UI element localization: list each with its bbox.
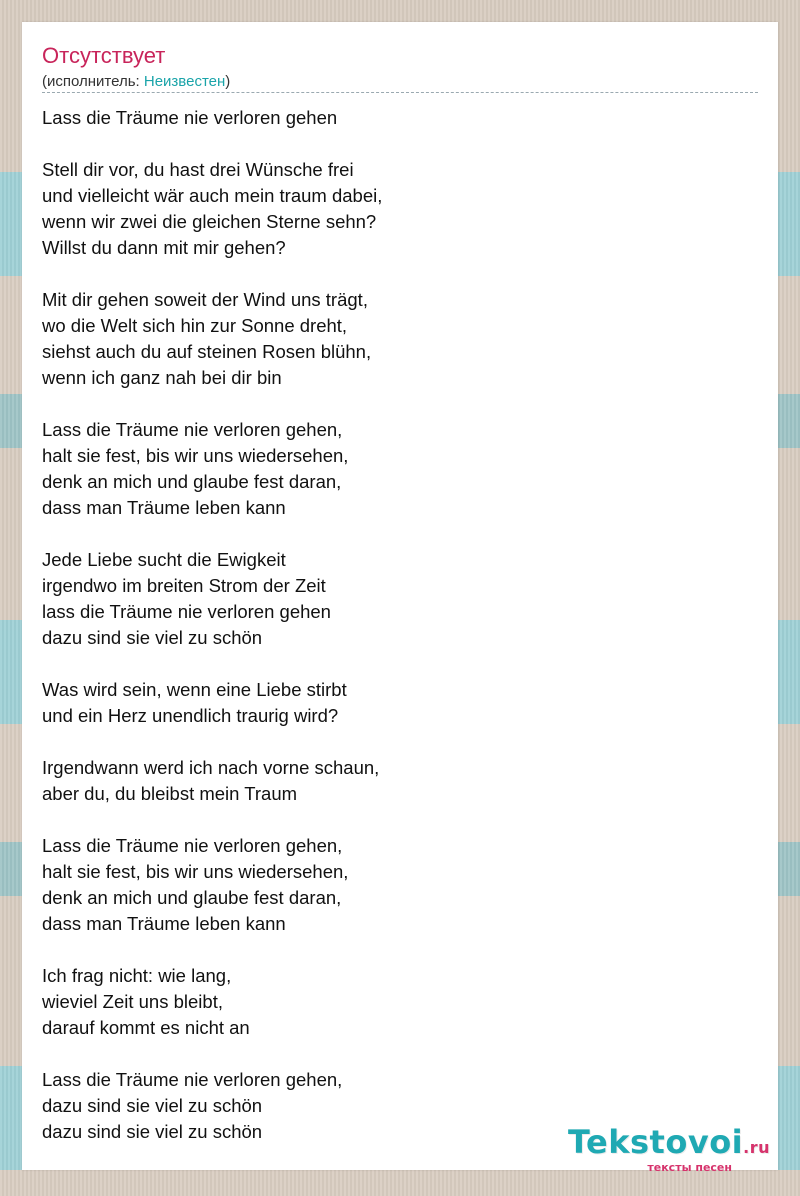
lyrics-line: dass man Träume leben kann — [42, 497, 286, 518]
lyrics-line: aber du, du bleibst mein Traum — [42, 783, 298, 804]
lyrics-line: und ein Herz unendlich traurig wird? — [42, 705, 339, 726]
song-title: Отсутствует — [42, 43, 166, 68]
lyrics-line: und vielleicht wär auch mein traum dabei, — [42, 185, 383, 206]
lyrics-line: Lass die Träume nie verloren gehen, — [42, 835, 343, 856]
lyrics-line: Jede Liebe sucht die Ewigkeit — [42, 549, 286, 570]
lyrics-line: Lass die Träume nie verloren gehen — [42, 107, 338, 128]
lyrics-line: dazu sind sie viel zu schön — [42, 1121, 263, 1142]
logo-name: Tekstovoi — [567, 1123, 744, 1161]
lyrics-card — [22, 22, 778, 1170]
lyrics-line: denk an mich und glaube fest daran, — [42, 887, 342, 908]
artist-link[interactable]: Неизвестен — [143, 73, 226, 90]
logo-tld: .ru — [743, 1138, 770, 1157]
lyrics-stanza — [42, 105, 742, 131]
lyrics-line: dass man Träume leben kann — [42, 913, 286, 934]
artist-suffix: ) — [225, 73, 231, 90]
lyrics-line: darauf kommt es nicht an — [42, 1017, 250, 1038]
lyrics-line: wenn wir zwei die gleichen Sterne sehn? — [42, 211, 377, 232]
lyrics-line: halt sie fest, bis wir uns wiedersehen, — [42, 445, 349, 466]
lyrics-line: wieviel Zeit uns bleibt, — [42, 991, 223, 1012]
lyrics-line: Stell dir vor, du hast drei Wünsche frei — [42, 159, 354, 180]
lyrics-line: denk an mich und glaube fest daran, — [42, 471, 342, 492]
lyrics-stanza — [42, 157, 742, 261]
lyrics-stanza — [42, 417, 742, 521]
lyrics-line: wo die Welt sich hin zur Sonne dreht, — [42, 315, 348, 336]
lyrics-stanza — [42, 755, 742, 807]
lyrics-line: irgendwo im breiten Strom der Zeit — [42, 575, 326, 596]
lyrics-stanza — [42, 833, 742, 937]
lyrics-line: siehst auch du auf steinen Rosen blühn, — [42, 341, 372, 362]
artist-line — [42, 72, 230, 92]
lyrics-line: halt sie fest, bis wir uns wiedersehen, — [42, 861, 349, 882]
lyrics-line: Lass die Träume nie verloren gehen, — [42, 1069, 343, 1090]
logo-wordmark — [567, 1123, 770, 1164]
lyrics-stanza — [42, 547, 742, 651]
logo-tagline: тексты песен — [647, 1161, 732, 1174]
lyrics-stanza — [42, 287, 742, 391]
lyrics-stanza — [42, 963, 742, 1041]
lyrics-line: Willst du dann mit mir gehen? — [42, 237, 286, 258]
lyrics-line: Was wird sein, wenn eine Liebe stirbt — [42, 679, 347, 700]
lyrics-line: dazu sind sie viel zu schön — [42, 1095, 263, 1116]
artist-prefix: (исполнитель: — [42, 73, 144, 90]
lyrics-line: Ich frag nicht: wie lang, — [42, 965, 232, 986]
lyrics-line: wenn ich ganz nah bei dir bin — [42, 367, 282, 388]
lyrics-line: Mit dir gehen soweit der Wind uns trägt, — [42, 289, 368, 310]
title-divider — [42, 92, 758, 93]
lyrics-line: Lass die Träume nie verloren gehen, — [42, 419, 343, 440]
lyrics-line: lass die Träume nie verloren gehen — [42, 601, 331, 622]
lyrics-line: dazu sind sie viel zu schön — [42, 627, 263, 648]
lyrics-line: Irgendwann werd ich nach vorne schaun, — [42, 757, 380, 778]
lyrics-body — [42, 105, 742, 1171]
site-logo[interactable] — [567, 1123, 770, 1174]
lyrics-stanza — [42, 677, 742, 729]
